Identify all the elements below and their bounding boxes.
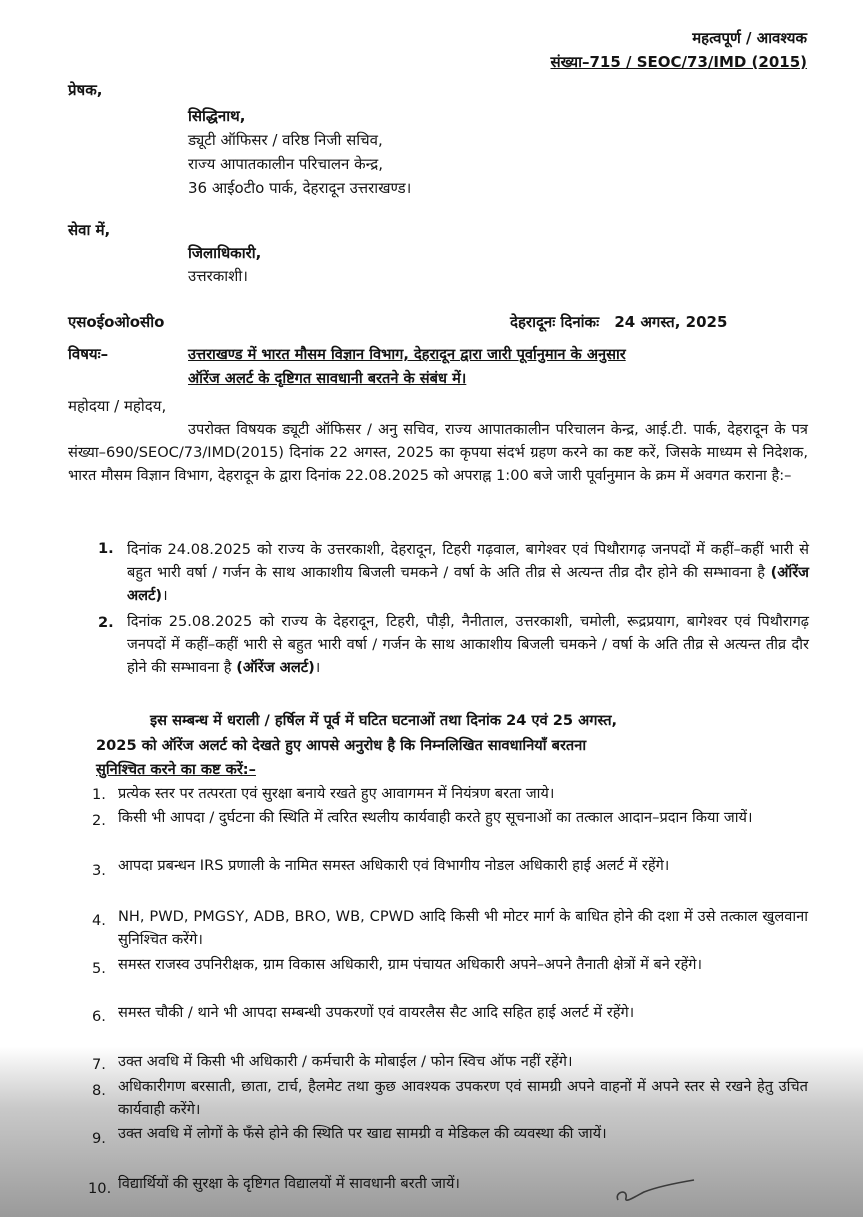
priority-label: महत्वपूर्ण / आवश्यक [692,29,807,47]
subject-line-1: उत्तराखण्ड में भारत मौसम विज्ञान विभाग, देहरादून द्वारा जारी पूर्वानुमान के अनुसार [188,346,626,363]
precaution-item: उक्त अवधि में किसी भी अधिकारी / कर्मचारी के मोबाईल / फोन स्विच ऑफ नहीं रहेंगे। [118,1053,573,1070]
precaution-number: 6. [92,1008,106,1025]
precaution-number: 10. [88,1180,112,1197]
precaution-item: प्रत्येक स्तर पर तत्परता एवं सुरक्षा बनाये रखते हुए आवागमन में नियंत्रण बरता जाये। [118,785,555,802]
precaution-item: अधिकारीगण बरसाती, छाता, टार्च, हैलमेट तथा कुछ आवश्यक उपकरण एवं सामग्री अपने वाहनों में अपने स्तर से रखने हेतु उचित कार्यवाही करेंगे। [118,1078,808,1118]
precaution-number: 8. [92,1082,106,1099]
request-line-2: 2025 को ऑरेंज अलर्ट को देखते हुए आपसे अनुरोध है कि निम्नलिखित सावधानियाँ बरतना [96,737,587,754]
request-line-3: सुनिश्चित करने का कष्ट करें:– [96,761,256,778]
sender-office: राज्य आपातकालीन परिचालन केन्द्र, [188,155,384,173]
forecast-number: 1. [98,540,114,557]
precaution-item: समस्त चौकी / थाने भी आपदा सम्बन्धी उपकरणों एवं वायरलैस सैट आदि सहित हाई अलर्ट में रहेंगे। [118,1004,635,1021]
precaution-number: 2. [92,812,106,829]
forecast-item: दिनांक 25.08.2025 को राज्य के देहरादून, टिहरी, पौड़ी, नैनीताल, उत्तरकाशी, चमोली, रूद्रप्रयाग, बागेश्वर एवं पिथौरागढ़ जनपदों में कहीं–कहीं भारी से बहुत भारी वर्षा / गर्जन के साथ आकाशीय बिजली चमकने / वर्षा के अति तीव्र से अत्यन्त तीव्र दौर होने की सम्भावना है (ऑरेंज अलर्ट)। [127,613,809,676]
precaution-item: उक्त अवधि में लोगों के फँसे होने की स्थिति पर खाद्य सामग्री व मेडिकल की व्यवस्था की जायें। [118,1125,607,1142]
recipient-name: जिलाधिकारी, [188,244,262,262]
precaution-item: NH, PWD, PMGSY, ADB, BRO, WB, CPWD आदि किसी भी मोटर मार्ग के बाधित होने की दशा में उसे तत्काल खुलवाना सुनिश्चित करेंगे। [118,908,808,948]
reference-number: संख्या–715 / SEOC/73/IMD (2015) [550,53,807,71]
subject-label: विषयः– [68,345,109,363]
precaution-number: 4. [92,912,106,929]
sender-name: सिद्धिनाथ, [188,107,246,125]
date-label: देहरादूनः दिनांकः [510,313,600,331]
office-code: एसoईoओoसीo [68,313,165,331]
sender-label: प्रेषक, [68,81,103,99]
precaution-number: 7. [92,1056,106,1073]
forecast-number: 2. [98,614,114,631]
request-line-1: इस सम्बन्ध में धराली / हर्षिल में पूर्व में घटित घटनाओं तथा दिनांक 24 एवं 25 अगस्त, [150,712,618,729]
sender-designation: ड्यूटी ऑफिसर / वरिष्ठ निजी सचिव, [188,131,383,149]
precaution-item: विद्यार्थियों की सुरक्षा के दृष्टिगत विद्यालयों में सावधानी बरती जायें। [118,1175,460,1192]
precaution-number: 5. [92,960,106,977]
date-value: 24 अगस्त, 2025 [614,313,728,331]
precaution-number: 1. [92,786,106,803]
recipient-label: सेवा में, [68,221,111,239]
forecast-item: दिनांक 24.08.2025 को राज्य के उत्तरकाशी, देहरादून, टिहरी गढ़वाल, बागेश्वर एवं पिथौरागढ़ जनपदों में कहीं–कहीं भारी से बहुत भारी वर्षा / गर्जन के साथ आकाशीय बिजली चमकने / वर्षा के अति तीव्र से अत्यन्त तीव्र दौर होने की सम्भावना है (ऑरेंज अलर्ट)। [127,541,809,604]
recipient-place: उत्तरकाशी। [188,267,248,285]
signature-scribble [610,1178,700,1208]
precaution-number: 3. [92,862,106,879]
subject-line-2: ऑरेंज अलर्ट के दृष्टिगत सावधानी बरतने के संबंध में। [188,370,467,387]
sender-address: 36 आईoटीo पार्क, देहरादून उत्तराखण्ड। [188,179,412,197]
precaution-item: किसी भी आपदा / दुर्घटना की स्थिति में त्वरित स्थलीय कार्यवाही करते हुए सूचनाओं का तत्काल आदान–प्रदान किया जायें। [118,809,753,826]
precaution-item: आपदा प्रबन्धन IRS प्रणाली के नामित समस्त अधिकारी एवं विभागीय नोडल अधिकारी हाई अलर्ट में रहेंगे। [118,857,670,874]
date-line [510,312,727,332]
intro-paragraph: उपरोक्त विषयक ड्यूटी ऑफिसर / अनु सचिव, राज्य आपातकालीन परिचालन केन्द्र, आई.टी. पार्क, देहरादून के पत्र संख्या–690/SEOC/73/IMD(2015) दिनांक 22 अगस्त, 2025 का कृपया संदर्भ ग्रहण करने का कष्ट करें, जिसके माध्यम से निदेशक, भारत मौसम विज्ञान विभाग, देहरादून के द्वारा दिनांक 22.08.2025 को अपराह्न 1:00 बजे जारी पूर्वानुमान के क्रम में अवगत कराना है:– [68,421,808,484]
salutation: महोदया / महोदय, [68,397,167,415]
precaution-item: समस्त राजस्व उपनिरीक्षक, ग्राम विकास अधिकारी, ग्राम पंचायत अधिकारी अपने–अपने तैनाती क्षेत्रों में बने रहेंगे। [118,956,702,973]
precaution-number: 9. [92,1130,106,1147]
